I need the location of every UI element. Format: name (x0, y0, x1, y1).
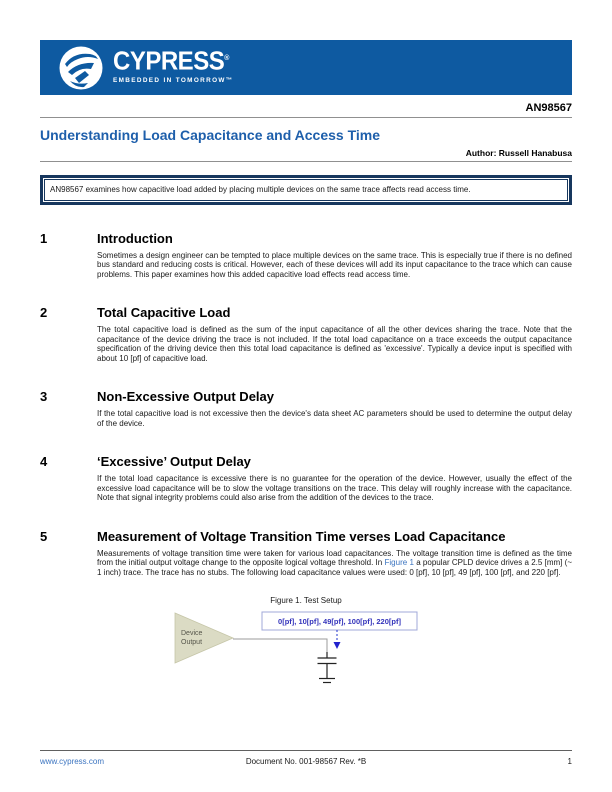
cypress-logo-banner (40, 40, 572, 95)
section-body: Sometimes a design engineer can be tempted to place multiple devices on the same trace. This is especially true if there is no defined bus standard and reducing costs is critical. However, each of these devices will add its input capacitance to the trace which can cause problems. This paper examines how this added capacitive load effects read access time. (97, 250, 572, 279)
section-body: If the total load capacitance is excessive there is no guarantee for the operation of the device. However, usually the effect of the excessive load capacitance will be to slow the voltage transitions on the trace. This delay will roughly increase with the capacitance. Note that signal integrity problems could also arise from the addition of the devices to the trace. (97, 474, 572, 502)
footer-page-number: 1 (567, 757, 572, 766)
callout-arrowhead-icon (334, 642, 341, 649)
device-output-buffer-icon (175, 613, 233, 663)
footer-website-link[interactable]: www.cypress.com (40, 757, 105, 766)
ground-symbol-icon (319, 679, 335, 683)
section-excessive-output-delay (40, 454, 572, 503)
capacitance-values-label: 0[pf], 10[pf], 49[pf], 100[pf], 220[pf] (278, 617, 401, 626)
figure-caption: Figure 1. Test Setup (270, 596, 342, 605)
device-output-label-line1: Device (181, 630, 203, 637)
section-heading: Introduction (97, 230, 173, 246)
footer-divider (40, 750, 572, 751)
section-body: The total capacitive load is defined as the sum of the input capacitance of all the other devices sharing the trace. Note that the capacitance of the device driving the trace is not included. If the total load capacitance on a trace exceeds the output capacitance specification of the driving device then this total load capacitance is defined as 'excessive'. Typically a device input is specified with about 10 [pf] of capacitive load. (97, 325, 572, 363)
section-number: 2 (40, 305, 48, 320)
section-heading: ‘Excessive’ Output Delay (97, 454, 251, 469)
page-footer (40, 750, 572, 766)
section-number: 1 (40, 230, 48, 246)
header-divider-top (40, 117, 572, 118)
section-heading: Measurement of Voltage Transition Time verses Load Capacitance (97, 528, 506, 544)
abstract-text: AN98567 examines how capacitive load added by placing multiple devices on the same trace affects read access time. (44, 179, 568, 201)
section-number: 3 (40, 389, 48, 404)
cypress-wordmark (113, 46, 234, 84)
section-body: If the total capacitive load is not excessive then the device's data sheet AC parameters should be used to determine the output delay of the device. (97, 409, 572, 428)
page-title: Understanding Load Capacitance and Access Time (40, 127, 380, 143)
section-introduction (40, 231, 572, 280)
doc-number: AN98567 (525, 102, 572, 114)
abstract-box (40, 175, 572, 205)
section-body-text: a popular CPLD device drives a 2.5 [mm] (~ 1 inch) trace. The trace has no stubs. The following load capacitance values were used: 0 [pf], 10 [pf], 49 [pf], 100 [pf], and 220 [pf]. (97, 558, 572, 577)
section-non-excessive-output-delay (40, 389, 572, 428)
section-measurement-transition-time (40, 529, 572, 578)
figure-1-link[interactable]: Figure 1 (384, 558, 414, 567)
device-output-label-line2: Output (181, 639, 203, 646)
capacitor-icon (318, 652, 337, 678)
section-number: 5 (40, 528, 48, 544)
test-setup-schematic (40, 608, 572, 696)
registered-trademark-symbol: ® (224, 54, 229, 62)
figure-test-setup (40, 608, 572, 701)
section-total-capacitive-load (40, 305, 572, 363)
cypress-logo-icon (58, 45, 104, 91)
header-divider-bottom (40, 161, 572, 162)
pcb-trace-line (233, 639, 327, 653)
brand-tagline: EMBEDDED IN TOMORROW™ (113, 76, 234, 84)
section-body-text: Measurements of voltage transition time were taken for various load capacitances. The voltage transition time is defined as the time from the initial output voltage change to the opposite logical voltage threshold. In (97, 548, 572, 567)
author-line: Author: Russell Hanabusa (465, 148, 572, 158)
section-heading: Total Capacitive Load (97, 305, 231, 320)
section-heading: Non-Excessive Output Delay (97, 389, 274, 404)
footer-doc-info: Document No. 001-98567 Rev. *B (245, 757, 367, 766)
section-body (97, 549, 572, 578)
section-number: 4 (40, 454, 48, 469)
brand-name-text: CYPRESS (113, 46, 225, 76)
